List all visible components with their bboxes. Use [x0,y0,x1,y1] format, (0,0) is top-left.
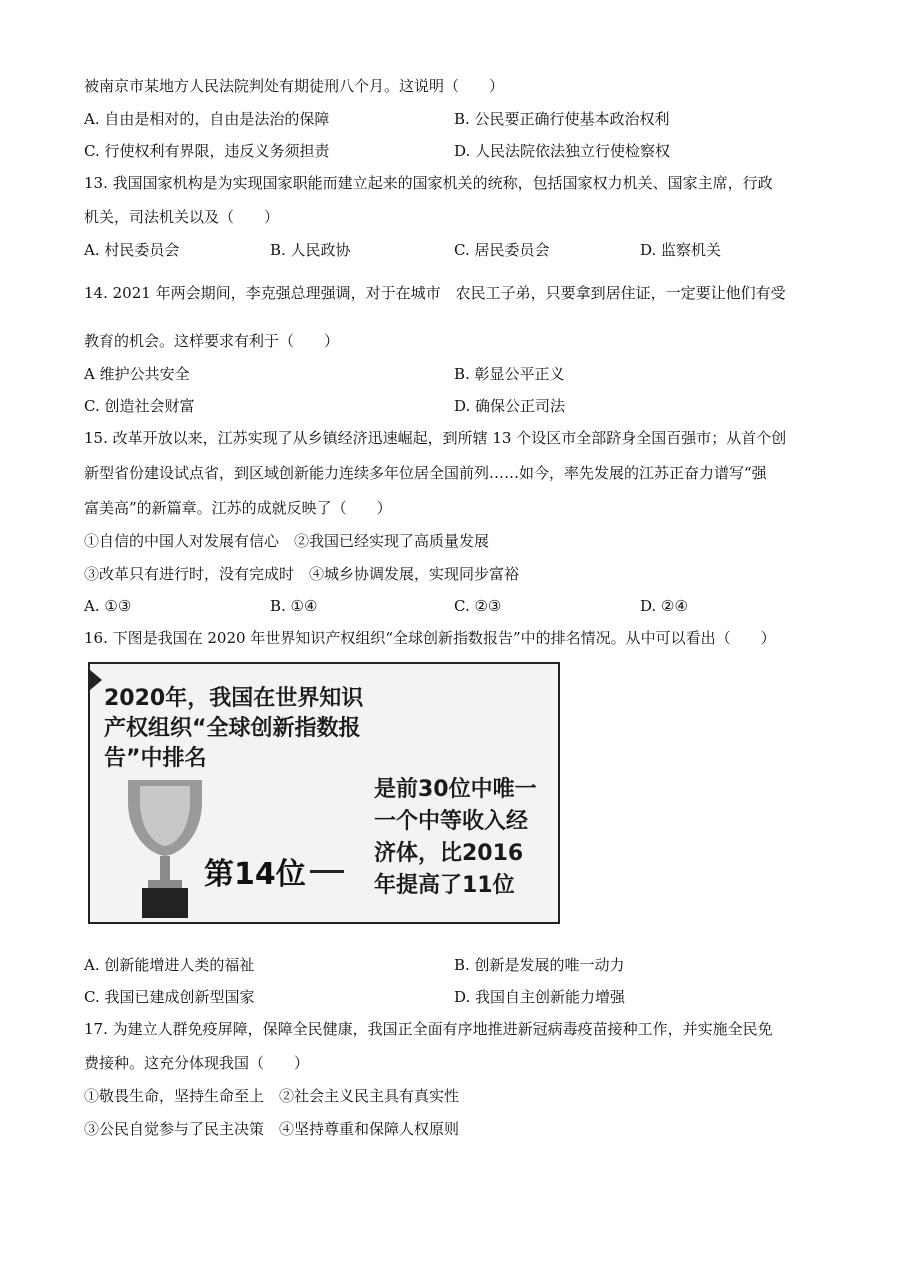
q13-option-d[interactable]: D. 监察机关 [640,241,722,259]
q17-stem-line2: 费接种。这充分体现我国（ ） [84,1054,310,1072]
q12-option-a[interactable]: A. 自由是相对的，自由是法治的保障 [84,110,330,128]
figure-title: 2020年，我国在世界知识产权组织“全球创新指数报告”中排名 [104,686,364,771]
q13-stem-line2: 机关，司法机关以及（ ） [84,208,280,226]
q13-option-a[interactable]: A. 村民委员会 [84,241,180,259]
q15-option-d[interactable]: D. ②④ [640,597,688,615]
q14-option-b[interactable]: B. 彰显公平正义 [454,365,565,383]
q12-option-d[interactable]: D. 人民法院依法独立行使检察权 [454,142,671,160]
q15-statements-line2: ③改革只有进行时，没有完成时 ④城乡协调发展，实现同步富裕 [84,565,520,583]
trophy-icon [120,772,210,922]
q15-stem-line1: 15. 改革开放以来，江苏实现了从乡镇经济迅速崛起，到所辖 13 个设区市全部跻身全国百强市；从首个创 [84,429,787,447]
q13-option-b[interactable]: B. 人民政协 [270,241,351,259]
dash-divider [310,870,344,873]
q14-stem-line1: 14. 2021 年两会期间，李克强总理强调，对于在城市 农民工子弟，只要拿到居住证，一定要让他们有受 [84,284,786,302]
q12-option-c[interactable]: C. 行使权利有界限，违反义务须担责 [84,142,330,160]
q14-option-c[interactable]: C. 创造社会财富 [84,397,195,415]
innovation-ranking-figure [88,662,560,924]
q17-statements-line1: ①敬畏生命，坚持生命至上 ②社会主义民主具有真实性 [84,1087,460,1105]
rank-label: 第14位 [204,857,306,892]
q15-option-a[interactable]: A. ①③ [84,597,132,615]
q16-option-c[interactable]: C. 我国已建成创新型国家 [84,988,255,1006]
q14-option-d[interactable]: D. 确保公正司法 [454,397,566,415]
q16-option-b[interactable]: B. 创新是发展的唯一动力 [454,956,625,974]
q17-stem-line1: 17. 为建立人群免疫屏障，保障全民健康，我国正全面有序地推进新冠病毒疫苗接种工作，并实施全民免 [84,1020,773,1038]
q16-option-a[interactable]: A. 创新能增进人类的福祉 [84,956,255,974]
q17-statements-line2: ③公民自觉参与了民主决策 ④坚持尊重和保障人权原则 [84,1120,460,1138]
q14-option-a[interactable]: A 维护公共安全 [84,365,190,383]
corner-arrow-icon [90,670,102,690]
q13-stem-line1: 13. 我国国家机构是为实现国家职能而建立起来的国家机关的统称，包括国家权力机关、国家主席，行政 [84,174,773,192]
q15-option-c[interactable]: C. ②③ [454,597,502,615]
q15-option-b[interactable]: B. ①④ [270,597,318,615]
q13-option-c[interactable]: C. 居民委员会 [454,241,550,259]
q15-statements-line1: ①自信的中国人对发展有信心 ②我国已经实现了高质量发展 [84,532,490,550]
q15-stem-line2: 新型省份建设试点省，到区域创新能力连续多年位居全国前列……如今，率先发展的江苏正奋力谱写“强 [84,464,767,482]
q12-option-b[interactable]: B. 公民要正确行使基本政治权利 [454,110,670,128]
q16-stem: 16. 下图是我国在 2020 年世界知识产权组织“全球创新指数报告”中的排名情况。从中可以看出（ ） [84,629,776,647]
q14-stem-line2: 教育的机会。这样要求有利于（ ） [84,332,340,350]
q15-stem-line3: 富美高”的新篇章。江苏的成就反映了（ ） [84,499,392,517]
rank-note: 是前30位中唯一一个中等收入经济体，比2016年提高了11位 [374,777,537,898]
q16-option-d[interactable]: D. 我国自主创新能力增强 [454,988,626,1006]
q12-stem-tail: 被南京市某地方人民法院判处有期徒刑八个月。这说明（ ） [84,77,505,95]
